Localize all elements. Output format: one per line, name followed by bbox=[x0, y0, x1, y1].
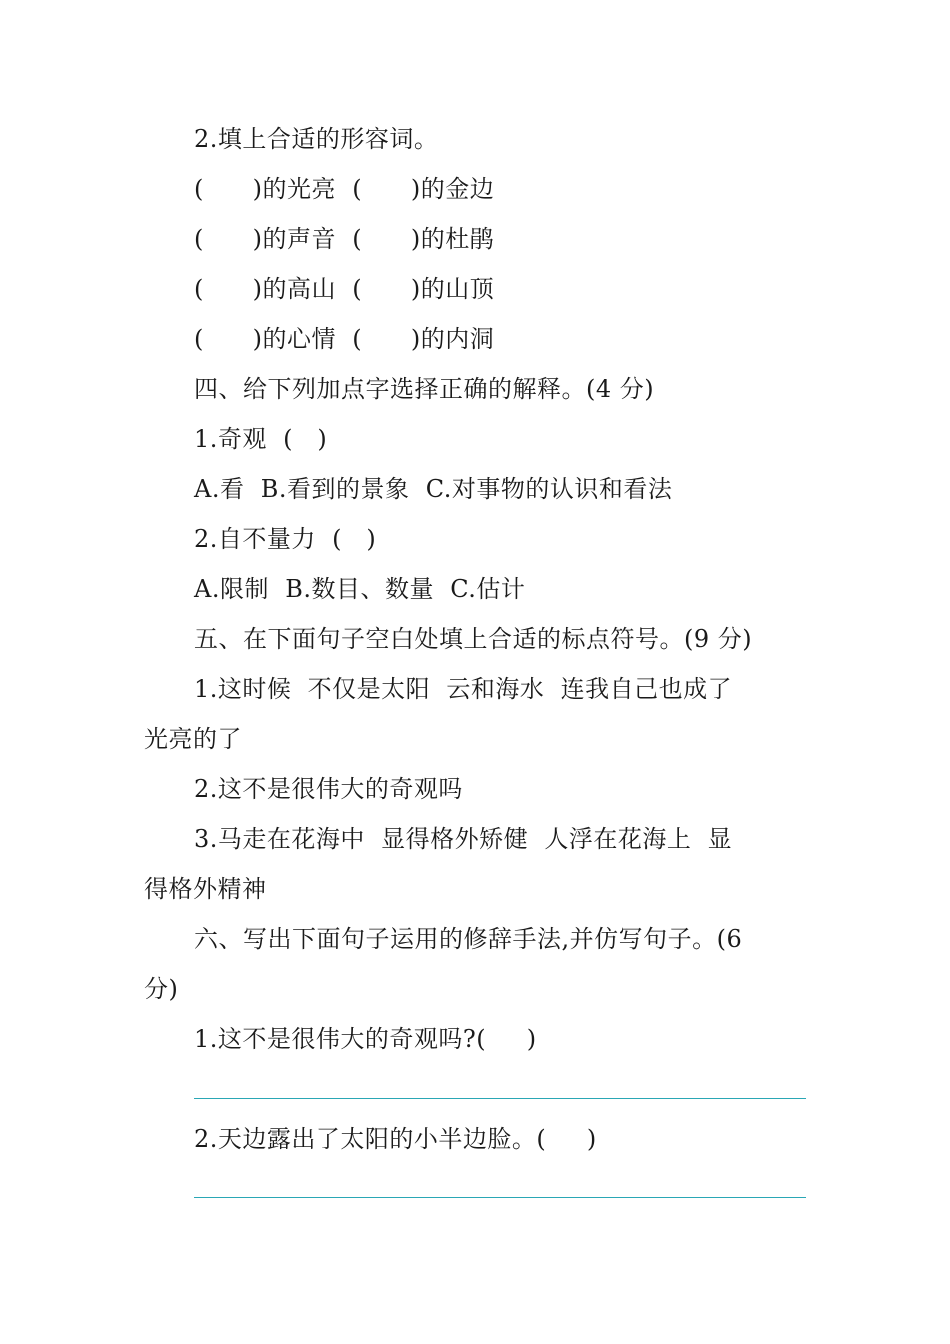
section-6-heading-line-1: 六、写出下面句子运用的修辞手法,并仿写句子。(6 bbox=[194, 925, 743, 953]
section-5-question-3-line-1: 3.马走在花海中 显得格外矫健 人浮在花海上 显 bbox=[194, 825, 733, 853]
answer-line-2[interactable] bbox=[194, 1197, 806, 1198]
section-4-question-2: 2.自不量力 ( ) bbox=[194, 525, 377, 553]
section-4-question-2-options: A.限制 B.数目、数量 C.估计 bbox=[194, 575, 526, 603]
adjective-row-2: ( )的声音 ( )的杜鹃 bbox=[194, 225, 495, 253]
section-5-question-1-line-1: 1.这时候 不仅是太阳 云和海水 连我自己也成了 bbox=[194, 675, 733, 703]
section-4-heading: 四、给下列加点字选择正确的解释。(4 分) bbox=[194, 375, 655, 403]
adjective-row-4: ( )的心情 ( )的内洞 bbox=[194, 325, 495, 353]
question-2-title: 2.填上合适的形容词。 bbox=[194, 125, 439, 153]
adjective-row-3: ( )的高山 ( )的山顶 bbox=[194, 275, 495, 303]
section-5-question-3-line-2: 得格外精神 bbox=[144, 875, 267, 903]
section-6-heading-line-2: 分) bbox=[144, 975, 179, 1003]
section-6-question-2: 2.天边露出了太阳的小半边脸。( ) bbox=[194, 1125, 597, 1153]
section-5-question-2: 2.这不是很伟大的奇观吗 bbox=[194, 775, 463, 803]
answer-line-1[interactable] bbox=[194, 1098, 806, 1099]
section-6-question-1: 1.这不是很伟大的奇观吗?( ) bbox=[194, 1025, 537, 1053]
section-4-question-1: 1.奇观 ( ) bbox=[194, 425, 328, 453]
section-5-question-1-line-2: 光亮的了 bbox=[144, 725, 242, 753]
adjective-row-1: ( )的光亮 ( )的金边 bbox=[194, 175, 495, 203]
section-4-question-1-options: A.看 B.看到的景象 C.对事物的认识和看法 bbox=[194, 475, 673, 503]
section-5-heading: 五、在下面句子空白处填上合适的标点符号。(9 分) bbox=[194, 625, 753, 653]
